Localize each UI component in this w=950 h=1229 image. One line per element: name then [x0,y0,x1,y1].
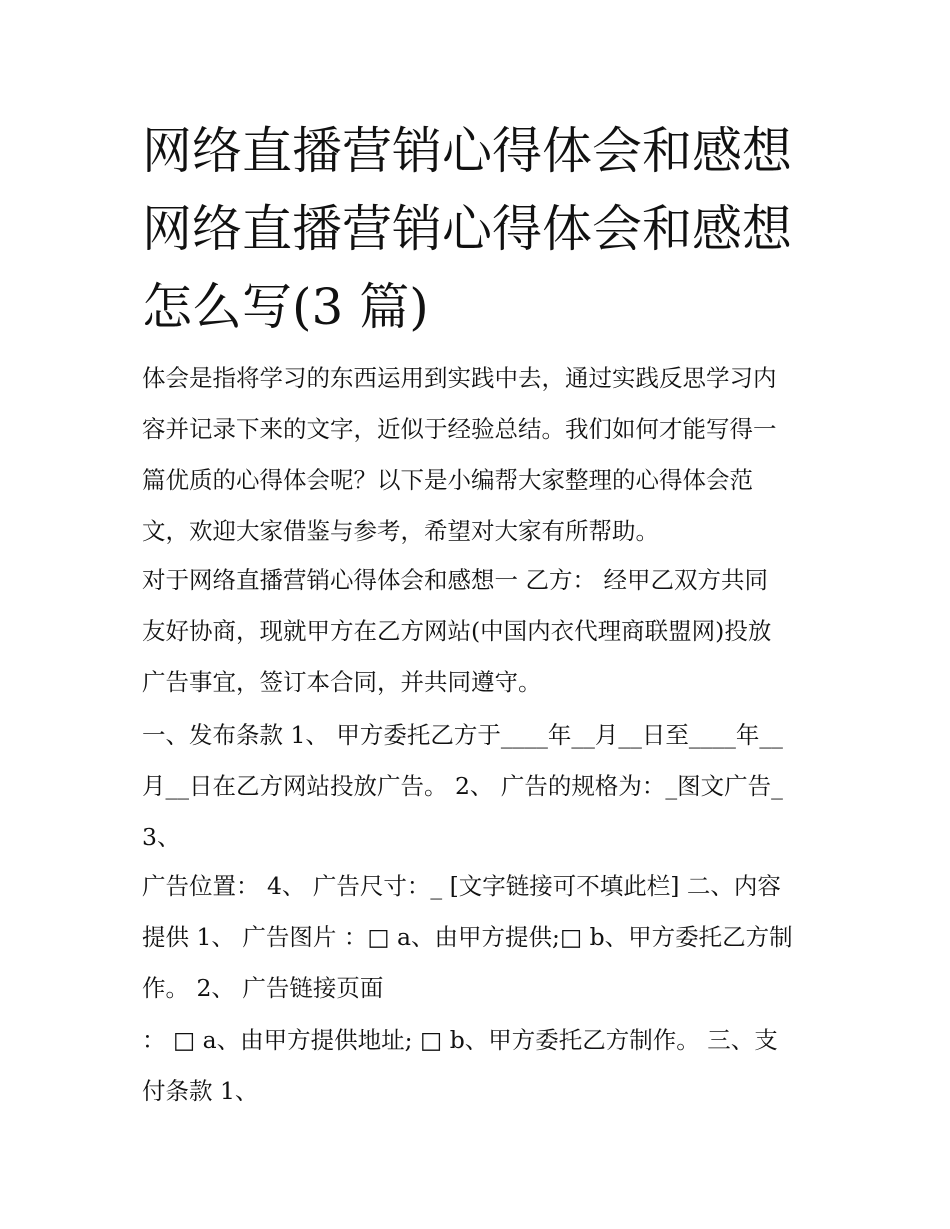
text-line: 文，欢迎大家借鉴与参考，希望对大家有所帮助。 [142,517,659,545]
publishing-clause-paragraph [142,710,832,863]
text-line: 容并记录下来的文字，近似于经验总结。我们如何才能写得一 [142,415,777,443]
payment-clause-paragraph [142,1015,832,1117]
text-line: 3、 [142,823,181,851]
text-line: 作。 2、 广告链接页面 [142,974,384,1002]
title-line: 怎么写(3 篇) [142,278,429,336]
text-line: 对于网络直播营销心得体会和感想一 乙方： 经甲乙双方共同 [142,566,768,594]
title-line: 网络直播营销心得体会和感想 [142,122,792,180]
text-line: 广告位置： 4、 广告尺寸：_ [文字链接可不填此栏] 二、内容 [142,872,781,900]
text-line: 广告事宜，签订本合同，并共同遵守。 [142,668,542,696]
text-line: 篇优质的心得体会呢？以下是小编帮大家整理的心得体会范 [142,466,753,494]
ad-position-paragraph [142,861,832,1014]
intro-paragraph [142,353,832,557]
title-line: 网络直播营销心得体会和感想 [142,200,792,258]
text-line: 友好协商，现就甲方在乙方网站(中国内衣代理商联盟网)投放 [142,617,772,645]
document-title [142,112,842,346]
text-line: 付条款 1、 [142,1077,259,1105]
text-line: 月__日在乙方网站投放广告。 2、 广告的规格为：_图文广告_ [142,772,783,800]
text-line: ： □ a、由甲方提供地址; □ b、甲方委托乙方制作。 三、支 [142,1026,778,1054]
text-line: 一、发布条款 1、 甲方委托乙方于____年__月__日至____年__ [142,721,783,749]
text-line: 体会是指将学习的东西运用到实践中去，通过实践反思学习内 [142,364,777,392]
section-one-paragraph [142,555,832,708]
text-line: 提供 1、 广告图片 ：□ a、由甲方提供;□ b、甲方委托乙方制 [142,923,793,951]
